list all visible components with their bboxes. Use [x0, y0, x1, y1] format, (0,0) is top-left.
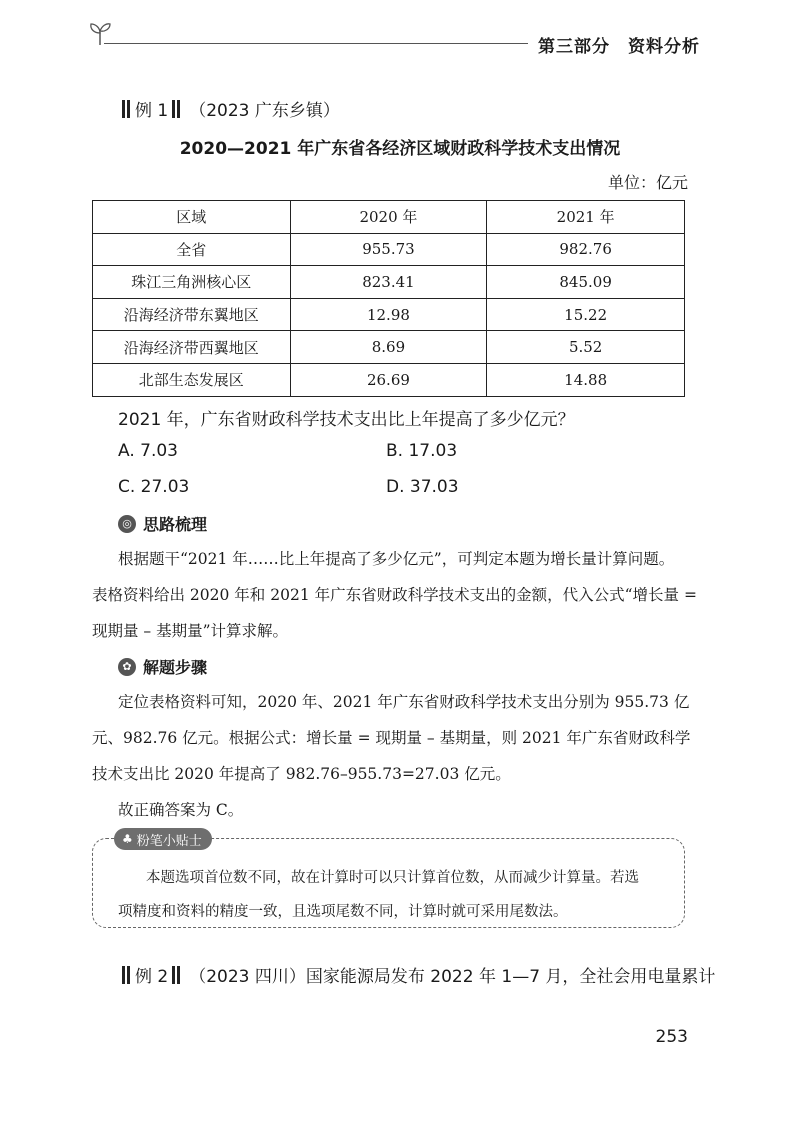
table-cell: 823.41 — [290, 266, 487, 299]
example-2-label: 例 2 — [135, 967, 169, 987]
bar-marker-icon — [122, 966, 131, 984]
footsteps-icon: ✿ — [118, 658, 136, 676]
example-1-label: 例 1 — [135, 101, 169, 121]
thinking-line: 根据题干“2021 年……比上年提高了多少亿元”，可判定本题为增长量计算问题。 — [118, 550, 675, 568]
example-2-text: （2023 四川）国家能源局发布 2022 年 1—7 月，全社会用电量累计 — [189, 967, 716, 987]
section-title: 第三部分 资料分析 — [538, 37, 700, 57]
header-divider — [104, 43, 528, 44]
table-cell: 沿海经济带东翼地区 — [93, 298, 291, 331]
answer-line: 故正确答案为 C。 — [118, 801, 244, 819]
steps-title: 解题步骤 — [143, 658, 208, 677]
option-d: D. 37.03 — [386, 477, 459, 497]
table-cell: 全省 — [93, 233, 291, 266]
question-text: 2021 年，广东省财政科学技术支出比上年提高了多少亿元？ — [118, 410, 575, 430]
thinking-title: 思路梳理 — [143, 515, 208, 534]
lightbulb-icon: ◎ — [118, 515, 136, 533]
table-row — [93, 233, 685, 266]
bar-marker-icon — [172, 966, 181, 984]
table-cell: 845.09 — [487, 266, 685, 299]
table-cell: 沿海经济带西翼地区 — [93, 331, 291, 364]
option-a: A. 7.03 — [118, 441, 178, 461]
table-unit: 单位：亿元 — [607, 173, 688, 192]
tip-line: 项精度和资料的精度一致，且选项尾数不同，计算时就可采用尾数法。 — [118, 904, 568, 920]
steps-heading — [118, 655, 207, 678]
tip-badge — [114, 828, 212, 850]
table-cell: 8.69 — [290, 331, 487, 364]
bar-marker-icon — [172, 100, 181, 118]
steps-line: 技术支出比 2020 年提高了 982.76–955.73=27.03 亿元。 — [92, 765, 511, 783]
table-cell: 北部生态发展区 — [93, 363, 291, 396]
page-number: 253 — [655, 1027, 688, 1047]
column-header: 2021 年 — [487, 201, 685, 234]
table-row — [93, 298, 685, 331]
table-title: 2020—2021 年广东省各经济区域财政科学技术支出情况 — [179, 139, 621, 159]
column-header: 2020 年 — [290, 201, 487, 234]
sprout-icon: ♣ — [122, 832, 133, 846]
table-cell: 26.69 — [290, 363, 487, 396]
table-cell: 5.52 — [487, 331, 685, 364]
steps-line: 元、982.76 亿元。根据公式：增长量 = 现期量 – 基期量，则 2021 年广东省财政科学 — [92, 729, 691, 747]
example-1-source: （2023 广东乡镇） — [189, 101, 340, 121]
tip-line: 本题选项首位数不同，故在计算时可以只计算首位数，从而减少计算量。若选 — [146, 870, 639, 886]
table-cell: 12.98 — [290, 298, 487, 331]
thinking-line: 现期量 – 基期量”计算求解。 — [92, 622, 289, 640]
tip-badge-label: 粉笔小贴士 — [136, 833, 202, 849]
option-c: C. 27.03 — [118, 477, 190, 497]
table-row — [93, 331, 685, 364]
column-header: 区域 — [93, 201, 291, 234]
table-cell: 15.22 — [487, 298, 685, 331]
table-row — [93, 266, 685, 299]
table-row — [93, 363, 685, 396]
table-cell: 955.73 — [290, 233, 487, 266]
bar-marker-icon — [122, 100, 131, 118]
steps-line: 定位表格资料可知，2020 年、2021 年广东省财政科学技术支出分别为 955.73 亿 — [118, 693, 690, 711]
data-table — [92, 200, 685, 397]
table-cell: 982.76 — [487, 233, 685, 266]
thinking-line: 表格资料给出 2020 年和 2021 年广东省财政科学技术支出的金额，代入公式“增长量 = — [92, 586, 697, 604]
thinking-heading — [118, 512, 207, 535]
table-cell: 14.88 — [487, 363, 685, 396]
table-cell: 珠江三角洲核心区 — [93, 266, 291, 299]
example-2-heading — [118, 962, 715, 987]
table-header-row — [93, 201, 685, 234]
example-1-heading — [118, 96, 340, 121]
option-b: B. 17.03 — [386, 441, 458, 461]
